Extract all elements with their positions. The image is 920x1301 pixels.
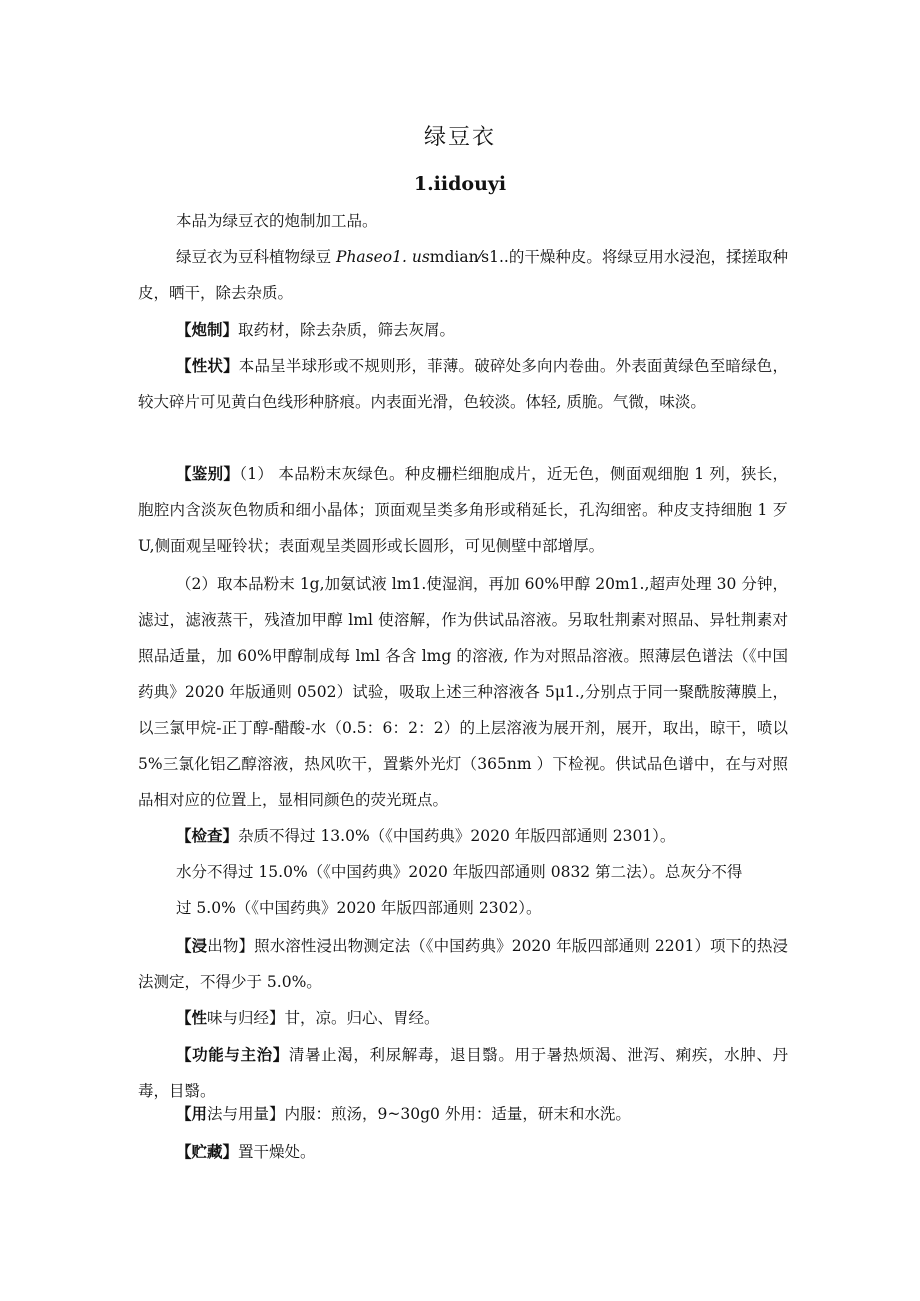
source-text-before: 绿豆衣为豆科植物绿豆 — [176, 248, 337, 266]
section-label: 【用 — [176, 1104, 208, 1123]
section-jianbie — [138, 456, 788, 564]
section-text: 照水溶性浸出物测定法（《中国药典》2020 年版四部通则 2201）项下的热浸法测定，不得少于 5.0%。 — [138, 937, 788, 991]
section-label: 【贮藏】 — [176, 1142, 239, 1161]
section-text: 取药材，除去杂质，筛去灰屑。 — [238, 321, 456, 339]
moisture-line-2 — [176, 890, 796, 926]
section-xingwei — [138, 1000, 788, 1036]
section-jinchuwu — [138, 928, 788, 1000]
section-label-rest: 味与归经】 — [207, 1009, 285, 1027]
section-jianbie-2 — [138, 566, 788, 818]
section-paozhi — [138, 312, 788, 348]
pinyin-title: 1.iidouyi — [413, 173, 507, 195]
section-text: （1） 本品粉末灰绿色。种皮栅栏细胞成片，近无色，侧面观细胞 1 列，狭长，胞腔内含淡灰色物质和细小晶体；顶面观呈类多角形或稍延长，孔沟细密。种皮支持细胞 1 歹 U,侧面观呈哑铃状；表面观呈类圆形或长圆形，可见侧壁中部增厚。 — [138, 465, 788, 555]
latin-name: Phaseo1. us — [336, 248, 430, 266]
section-xingzhuang — [138, 348, 788, 420]
section-label: 【浸 — [176, 936, 208, 955]
source-text-after: mdian⁄s1..的干燥种皮。将绿豆用水浸泡，揉搓取种皮，晒干，除去杂质。 — [138, 248, 788, 302]
section-text: （2）取本品粉末 1g,加氨试液 lm1.使湿润，再加 60%甲醇 20m1.,超声处理 30 分钟，滤过，滤液蒸干，残渣加甲醇 lml 使溶解，作为供试品溶液。另取牡荆素对照品、异牡荆素对照品适量，加 60%甲醇制成每 lml 各含 lmg 的溶液, 作为对照品溶液。照薄层色谱法（《中国药典》2020 年版通则 0502）试验，吸取上述三种溶液各 5μ1.,分别点于同一聚酰胺薄膜上，以三氯甲烷-正丁醇-醋酸-水（0.5：6：2：2）的上层溶液为展开剂，展开，取出，晾干，喷以 5%三氯化铝乙醇溶液，热风吹干，置紫外光灯（365nm ）下检视。供试品色谱中，在与对照品相对应的位置上，显相同颜色的荧光斑点。 — [138, 575, 788, 809]
section-text: 水分不得过 15.0%（《中国药典》2020 年版四部通则 0832 第二法）。总灰分不得 — [176, 863, 743, 881]
section-text: 甘，凉。归心、胃经。 — [284, 1009, 440, 1027]
intro-text: 本品为绿豆衣的炮制加工品。 — [176, 212, 378, 230]
section-label-rest: 法与用量】 — [207, 1105, 285, 1123]
section-label: 【功能与主治】 — [176, 1045, 289, 1064]
section-text: 清暑止渴，利尿解毒，退目翳。用于暑热烦渴、泄泻、痢疾，水肿、丹毒，目翳。 — [138, 1046, 788, 1100]
section-zhucang — [138, 1134, 788, 1170]
section-label-rest: 出物】 — [207, 937, 255, 955]
section-label: 【性 — [176, 1008, 208, 1027]
section-text: 杂质不得过 13.0%（《中国药典》2020 年版四部通则 2301）。 — [238, 827, 676, 845]
moisture-line-1 — [176, 854, 796, 890]
section-label: 【炮制】 — [176, 320, 239, 339]
section-jiancha — [138, 818, 788, 854]
page-title: 绿豆衣 — [423, 125, 496, 150]
section-text: 内服：煎汤，9~30g0 外用：适量，研末和水洗。 — [284, 1105, 631, 1123]
section-text: 过 5.0%（《中国药典》2020 年版四部通则 2302）。 — [176, 899, 542, 917]
source-paragraph — [138, 239, 788, 311]
section-label: 【性状】 — [176, 356, 239, 375]
section-text: 置干燥处。 — [238, 1143, 316, 1161]
section-label: 【鉴别】 — [176, 464, 240, 483]
section-text: 本品呈半球形或不规则形，菲薄。破碎处多向内卷曲。外表面黄绿色至暗绿色，较大碎片可见黄白色线形种脐痕。内表面光滑，色较淡。体轻, 质脆。气微，味淡。 — [138, 357, 788, 411]
intro-paragraph — [138, 203, 788, 239]
section-label: 【检查】 — [176, 826, 239, 845]
section-yongfa — [138, 1096, 788, 1132]
